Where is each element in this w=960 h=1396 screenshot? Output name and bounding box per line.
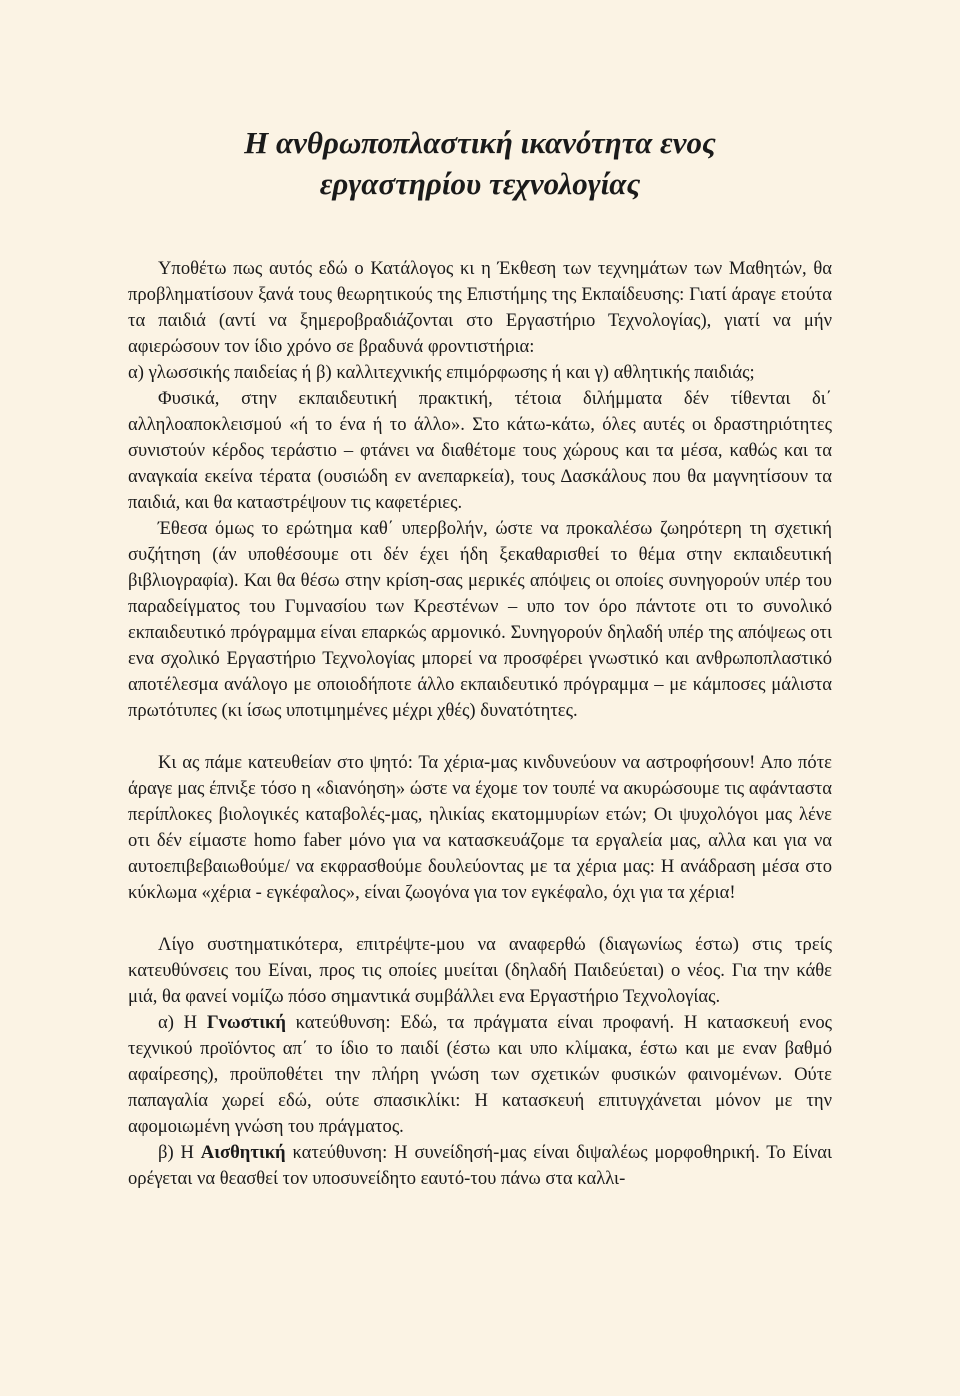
cognitive-term: Γνωστική	[206, 1012, 286, 1033]
paragraph-hands: Κι ας πάμε κατευθείαν στο ψητό: Τα χέρια-μας κινδυνεύουν να αστροφήσουν! Απο πότε άραγε μας έπνιξε τόσο η «διανόηση» ώστε να έχομε τον τουπέ να ακυρώσουμε τις αφάνταστα περίπλοκες βιολογικές καταβολές-μας, ηλικίας εκατομμυρίων ετών; Οι ψυχολόγοι μας λένε οτι δέν είμαστε homo faber μόνο για να κατασκευάζομε τα εργαλεία μας, αλλα και για να αυτοεπιβεβαιωθούμε/ να εκφρασθούμε δουλεύοντας με τα χέρια μας: Η ανάδραση μέσα στο κύκλωμα «χέρια - εγκέφαλος», είναι ζωογόνα για τον εγκέφαλο, όχι για τα χέρια!	[128, 752, 832, 903]
paragraph-cognitive	[128, 1010, 832, 1140]
cognitive-prefix: α) Η	[158, 1012, 207, 1033]
aesthetic-prefix: β) Η	[158, 1142, 201, 1163]
paragraph-aesthetic	[128, 1140, 832, 1192]
aesthetic-term: Αισθητική	[200, 1142, 286, 1163]
document-body	[128, 256, 832, 1192]
title-line-1: Η ανθρωποπλαστική ικανότητα ενος	[244, 125, 716, 160]
document-title	[128, 122, 832, 204]
aesthetic-text: κατεύθυνση: Η συνείδησή-μας είναι διψαλέως μορφοθηρική. Το Είναι ορέγεται να θεασθεί τον υποσυνείδητο εαυτό-του πάνω στα καλλι-	[128, 1142, 832, 1189]
paragraph-directions: Λίγο συστηματικότερα, επιτρέψτε-μου να αναφερθώ (διαγωνίως έστω) στις τρείς κατευθύνσεις του Είναι, προς τις οποίες μυείται (δηλαδή Παιδεύεται) ο νέος. Για την κάθε μιά, θα φανεί νομίζω πόσο σημαντικά συμβάλλει ενα Εργαστήριο Τεχνολογίας.	[128, 934, 832, 1007]
title-line-2: εργαστηρίου τεχνολογίας	[319, 166, 641, 201]
paragraph-intro: Υποθέτω πως αυτός εδώ ο Κατάλογος κι η Έκθεση των τεχνημάτων των Μαθητών, θα προβληματίσουν ξανά τους θεωρητικούς της Επιστήμης της Εκπαίδευσης: Γιατί άραγε ετούτα τα παιδιά (αντί να ξημεροβραδιάζονται στο Εργαστήριο Τεχνολογίας), γιατί να μήν αφιερώσουν τον ίδιο χρόνο σε βραδυνά φροντιστήρια:	[128, 258, 832, 357]
paragraph-options: α) γλωσσικής παιδείας ή β) καλλιτεχνικής επιμόρφωσης ή και γ) αθλητικής παιδιάς;	[128, 362, 755, 383]
cognitive-text: κατεύθυνση: Εδώ, τα πράγματα είναι προφανή. Η κατασκευή ενος τεχνικού προϊόντος απ΄ το ίδιο το παιδί (έστω και υπο κλίμακα, έστω και με εναν βαθμό αφαίρεσης), προϋποθέτει την πλήρη γνώση των σχετικών φυσικών φαινομένων. Ούτε παπαγαλία χωρεί εδώ, ούτε σπασικλίκι: Η κατασκευή επιτυγχάνεται μόνον με την αφομοιωμένη γνώση του πράγματος.	[128, 1012, 832, 1137]
paragraph-practice: Φυσικά, στην εκπαιδευτική πρακτική, τέτοια διλήμματα δέν τίθενται δι΄ αλληλοαποκλεισμού «ή το ένα ή το άλλο». Στο κάτω-κάτω, όλες αυτές οι δραστηριότητες συνιστούν κέρδος τεράστιο – φτάνει να διαθέτομε τους χώρους και τα μέσα, καθώς και τα αναγκαία εκείνα τέρατα (ουσιώδη εν ανεπαρκεία), τους Δασκάλους που θα μαγνητίσουν τα παιδιά, και θα καταστρέψουν τις καφετέριες.	[128, 388, 832, 513]
paragraph-question: Έθεσα όμως το ερώτημα καθ΄ υπερβολήν, ώστε να προκαλέσω ζωηρότερη τη σχετική συζήτηση (άν υποθέσουμε οτι δέν έχει ήδη ξεκαθαρισθεί το θέμα στην εκπαιδευτική βιβλιογραφία). Και θα θέσω στην κρίση-σας μερικές απόψεις οι οποίες συνηγορούν υπέρ του παραδείγματος του Γυμνασίου των Κρεστένων – υπο τον όρο πάντοτε οτι το συνολικό εκπαιδευτικό πρόγραμμα είναι επαρκώς αρμονικό. Συνηγορούν δηλαδή υπέρ της απόψεως οτι ενα σχολικό Εργαστήριο Τεχνολογίας μπορεί να προσφέρει γνωστικό και ανθρωποπλαστικό αποτέλεσμα ανάλογο με οποιοδήποτε άλλο εκπαιδευτικό πρόγραμμα – με κάμποσες μάλιστα πρωτότυπες (κι ίσως υποτιμημένες μέχρι χθές) δυνατότητες.	[128, 518, 832, 721]
